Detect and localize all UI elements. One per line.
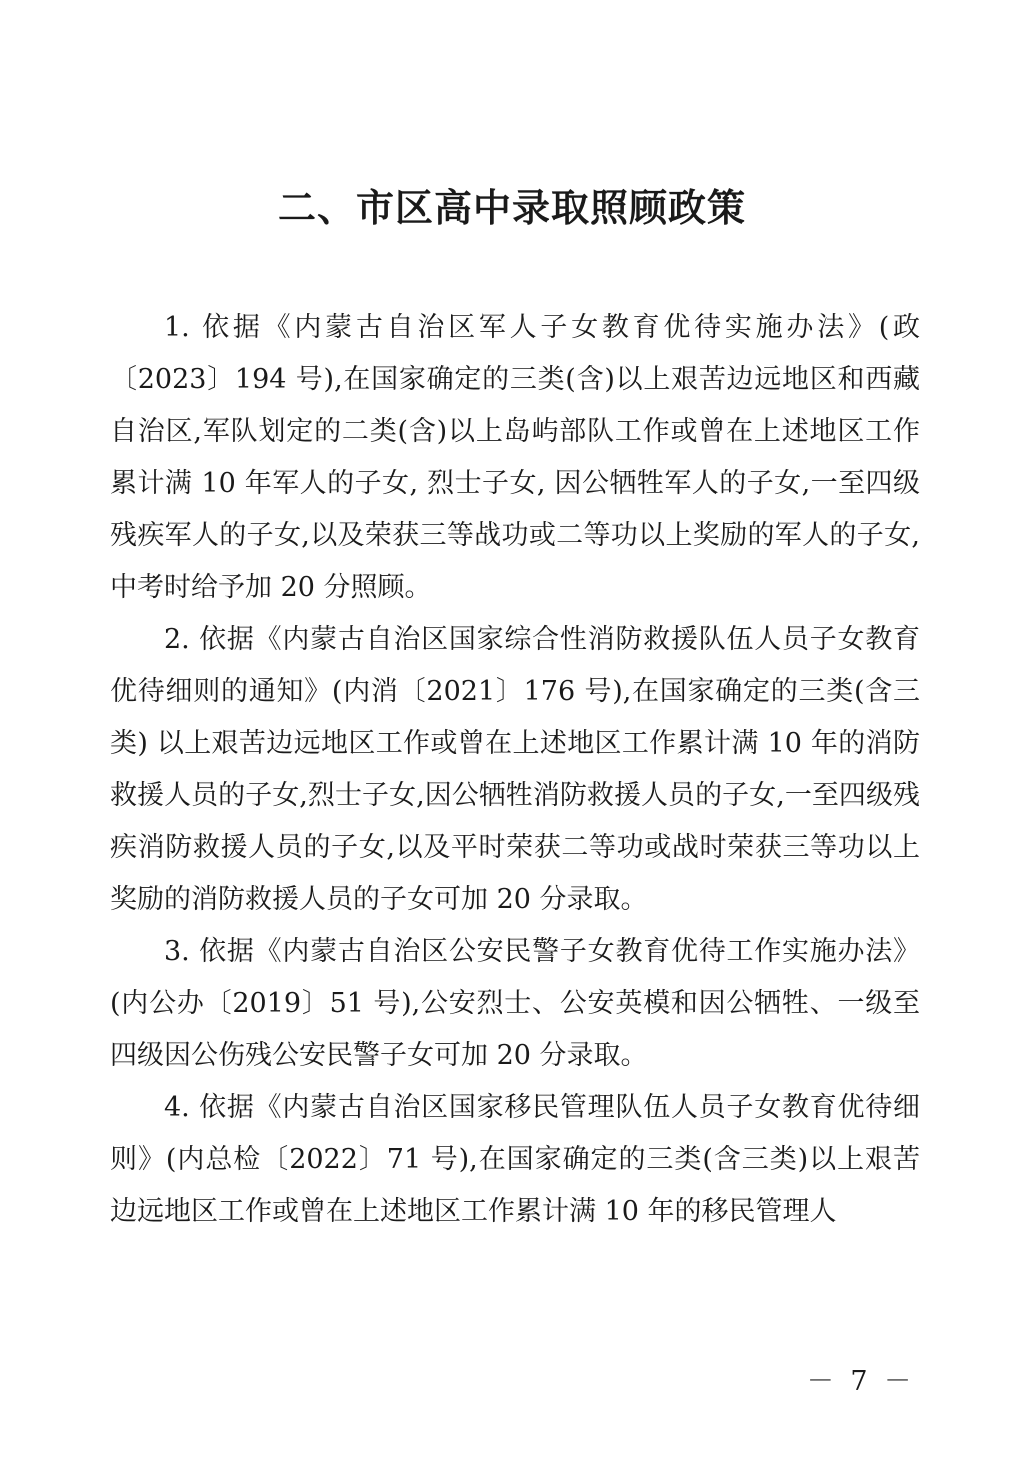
body-text <box>110 302 920 1238</box>
section-title: 二、市区高中录取照顾政策 <box>277 186 746 230</box>
paragraph-4: 4. 依据《内蒙古自治区国家移民管理队伍人员子女教育优待细则》(内总检〔2022〕71 号),在国家确定的三类(含三类)以上艰苦边远地区工作或曾在上述地区工作累计满 10 年的移民管理人 <box>110 1092 920 1227</box>
paragraph-2: 2. 依据《内蒙古自治区国家综合性消防救援队伍人员子女教育优待细则的通知》(内消〔2021〕176 号),在国家确定的三类(含三类) 以上艰苦边远地区工作或曾在上述地区工作累计满 10 年的消防救援人员的子女,烈士子女,因公牺牲消防救援人员的子女,一至四级残疾消防救援人员的子女,以及平时荣获二等功或战时荣获三等功以上奖励的消防救援人员的子女可加 20 分录取。 <box>110 624 920 915</box>
paragraph-3: 3. 依据《内蒙古自治区公安民警子女教育优待工作实施办法》(内公办〔2019〕51 号),公安烈士、公安英模和因公牺牲、一级至四级因公伤残公安民警子女可加 20 分录取。 <box>110 936 920 1071</box>
page-number: － 7 － <box>806 1366 916 1397</box>
paragraph-1: 1. 依据《内蒙古自治区军人子女教育优待实施办法》(政〔2023〕194 号),在国家确定的三类(含)以上艰苦边远地区和西藏自治区,军队划定的二类(含)以上岛屿部队工作或曾在上述地区工作累计满 10 年军人的子女, 烈士子女, 因公牺牲军人的子女,一至四级残疾军人的子女,以及荣获三等战功或二等功以上奖励的军人的子女,中考时给予加 20 分照顾。 <box>110 312 920 603</box>
